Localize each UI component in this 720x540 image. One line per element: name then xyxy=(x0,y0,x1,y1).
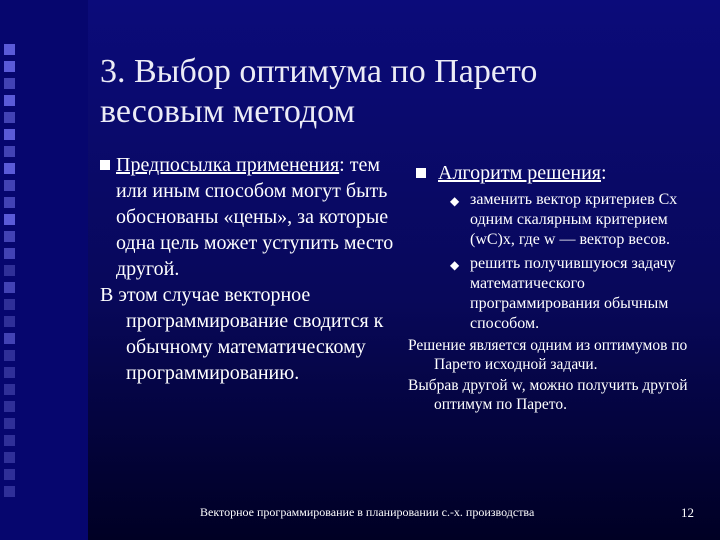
step-2: ◆ решить получившуюся задачу математического программирования обычным способом. xyxy=(450,255,676,332)
title-line-1: 3. Выбор оптимума по Парето xyxy=(100,53,538,90)
square-bullet-icon xyxy=(416,168,426,178)
conclusion-paragraph: В этом случае векторное программирование сводится к обычному математическому программированию. xyxy=(100,284,384,384)
diamond-bullet-icon: ◆ xyxy=(450,194,460,208)
premise-link[interactable]: Предпосылка применения xyxy=(116,154,340,176)
step-1: ◆ заменить вектор критериев Cx одним скалярным критерием (wC)x, где w — вектор весов. xyxy=(450,191,678,248)
diamond-bullet-icon: ◆ xyxy=(450,258,460,272)
algorithm-heading: Алгоритм решения: xyxy=(438,160,708,186)
solution-paragraph: Решение является одним из оптимумов по Парето исходной задачи. xyxy=(408,337,688,373)
algorithm-link[interactable]: Алгоритм решения xyxy=(438,162,601,184)
decorative-squares xyxy=(4,44,20,503)
left-column xyxy=(100,152,400,386)
slide-footer: Векторное программирование в планировании с.-х. производства xyxy=(200,505,535,519)
slide-title xyxy=(100,52,700,132)
title-line-2: весовым методом xyxy=(100,93,355,130)
other-weight-paragraph: Выбрав другой w, можно получить другой оптимум по Парето. xyxy=(408,377,688,413)
square-bullet-icon xyxy=(100,160,110,170)
right-column xyxy=(408,160,708,414)
page-number: 12 xyxy=(681,505,694,520)
premise-bullet xyxy=(116,152,400,282)
premise-text: : тем или иным способом могут быть обоснованы «цены», за которые одна цель может уступить место другой. xyxy=(116,154,394,280)
